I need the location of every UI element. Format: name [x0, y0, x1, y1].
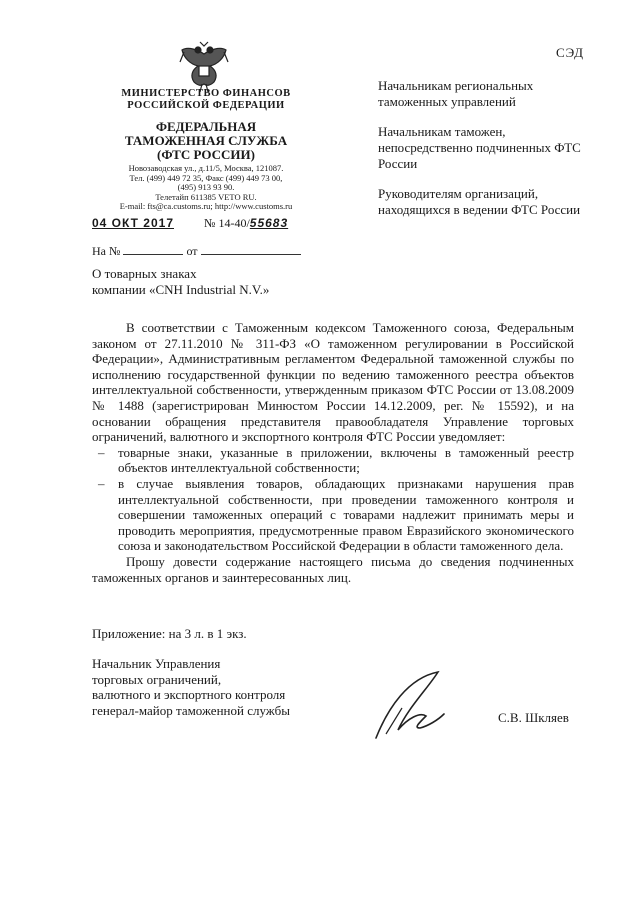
body-request: Прошу довести содержание настоящего письма до сведения подчиненных таможенных органов и заинтересованных лиц.	[92, 553, 574, 585]
letter-subject: О товарных знаках компании «CNH Industrial N.V.»	[92, 266, 270, 297]
document-number: 55683	[249, 216, 289, 230]
ministry-name: МИНИСТЕРСТВО ФИНАНСОВ РОССИЙСКОЙ ФЕДЕРАЦИИ	[121, 88, 291, 111]
list-item: – товарные знаки, указанные в приложении, включены в таможенный реестр объектов интеллектуальной собственности;	[92, 445, 574, 476]
addressee: Руководителям организаций, находящихся в ведении ФТС России	[378, 186, 581, 217]
signer-position: Начальник Управления торговых ограничений, валютного и экспортного контроля генерал-майор таможенной службы	[92, 656, 290, 718]
list-item: – в случае выявления товаров, обладающих признаками нарушения прав интеллектуальной собственности, при проведении таможенного контроля и совершении таможенных операций с товарами надлежит принимать меры и проводить мероприятия, предусмотренные правом Евразийского экономического союза и законодательством Российской Федерации в области таможенного дела.	[92, 476, 574, 554]
letter-body	[92, 320, 574, 585]
document-date-number	[92, 216, 288, 231]
signature-image	[368, 668, 478, 744]
signer-name: С.В. Шкляев	[498, 710, 569, 725]
corner-mark: СЭД	[556, 45, 585, 60]
addressee: Начальникам региональных таможенных управлений	[378, 78, 534, 109]
sender-address: Новозаводская ул., д.11/5, Москва, 121087. Тел. (499) 449 72 35, Факс (499) 449 73 00, (495) 913 93 90. Телетайп 611385 VETO RU. E-mail: fts@ca.customs.ru; http://www.customs.ru	[119, 163, 293, 212]
document-date: 04 ОКТ 2017	[92, 216, 174, 230]
body-list	[92, 445, 574, 554]
addressee: Начальникам таможен, непосредственно подчиненных ФТС России	[378, 124, 581, 171]
document-number-prefix: № 14-40/	[204, 216, 250, 230]
russian-eagle-emblem-icon	[178, 40, 230, 94]
addressees-block	[378, 78, 598, 232]
service-name: ФЕДЕРАЛЬНАЯ ТАМОЖЕННАЯ СЛУЖБА (ФТС РОССИИ)	[124, 119, 288, 162]
reference-line: На № от	[92, 244, 301, 259]
body-intro: В соответствии с Таможенным кодексом Таможенного союза, Федеральным законом от 27.11.2010 № 311-ФЗ «О таможенном регулировании в Российской Федерации», Административным регламентом Федеральной таможенной службы по исполнению государственной функции по ведению таможенного реестра объектов интеллектуальной собственности, утвержденным приказом ФТС России от 13.08.2009 № 1488 (зарегистрирован Минюстом России 14.12.2009, рег. № 15592), и на основании обращения представителя правообладателя Управление торговых ограничений, валютного и экспортного контроля ФТС России уведомляет:	[92, 320, 574, 445]
attachment-note: Приложение: на 3 л. в 1 экз.	[92, 626, 247, 641]
